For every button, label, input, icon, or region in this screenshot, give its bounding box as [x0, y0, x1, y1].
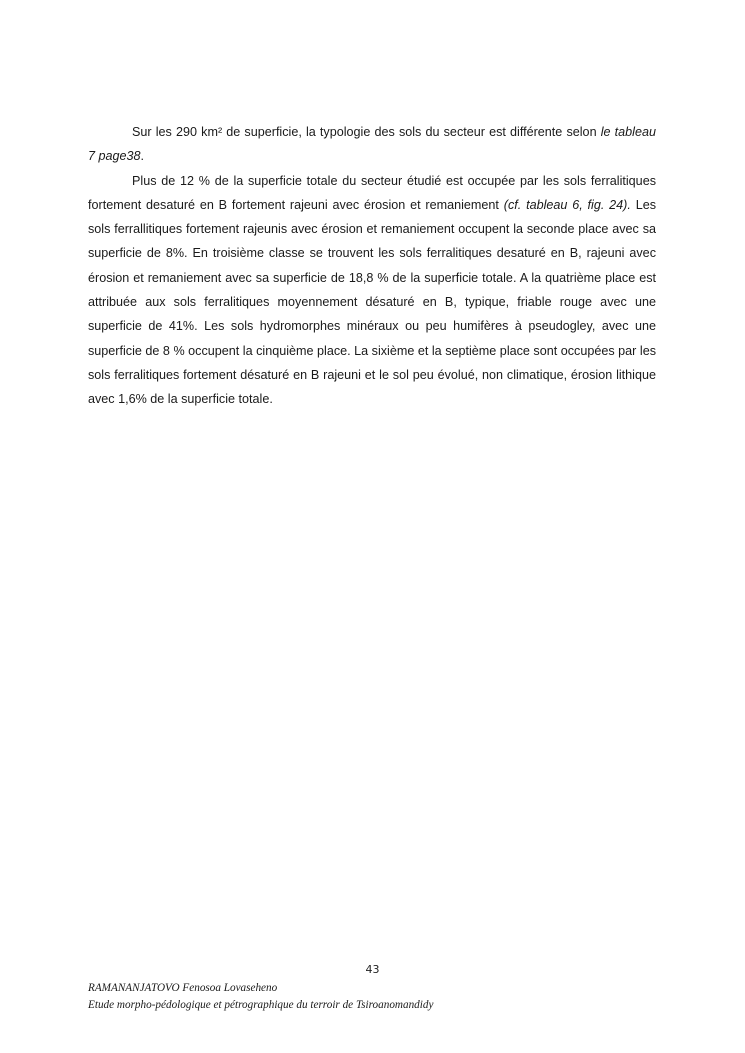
footer-author: RAMANANJATOVO Fenosoa Lovaseheno [88, 982, 278, 994]
paragraph-1 [88, 120, 656, 169]
paragraph-1-table-reference: le tableau 7 page38 [88, 125, 656, 164]
paragraph-1-text: Sur les 290 km² de superficie, la typologie des sols du secteur est différente selon [132, 125, 601, 139]
paragraph-1-end: . [140, 149, 145, 164]
paragraph-2-text-end: Les sols ferrallitiques fortement rajeunis avec érosion et remaniement occupent la seconde place avec sa superficie de 8%. En troisième classe se trouvent les sols ferralitiques desaturé en B, rajeuni avec érosion et remaniement avec sa superficie de 18,8 % de la superficie totale. A la quatrième place est attribuée aux sols ferralitiques moyennement désaturé en B, typique, friable rouge avec une superficie de 41%. Les sols hydromorphes minéraux ou peu humifères à pseudogley, avec une superficie de 8 % occupent la cinquième place. La sixième et la septième place sont occupées par les sols ferralitiques fortement désaturé en B rajeuni et le sol peu évolué, non climatique, érosion lithique avec 1,6% de la superficie totale. [88, 197, 657, 407]
footer-title: Etude morpho-pédologique et pétrographique du terroir de Tsiroanomandidy [88, 998, 434, 1011]
paragraph-2 [88, 169, 656, 412]
paragraph-2-figure-reference: (cf. tableau 6, fig. 24). [503, 197, 631, 212]
body-text [88, 120, 656, 412]
footer [88, 980, 688, 1013]
paragraph-2-text-start: Plus de 12 % de la superficie totale du secteur étudié est occupée par les sols ferralitiques fortement desaturé en B fortement rajeuni avec érosion et remaniement [88, 173, 656, 212]
page-number: 43 [365, 963, 380, 976]
